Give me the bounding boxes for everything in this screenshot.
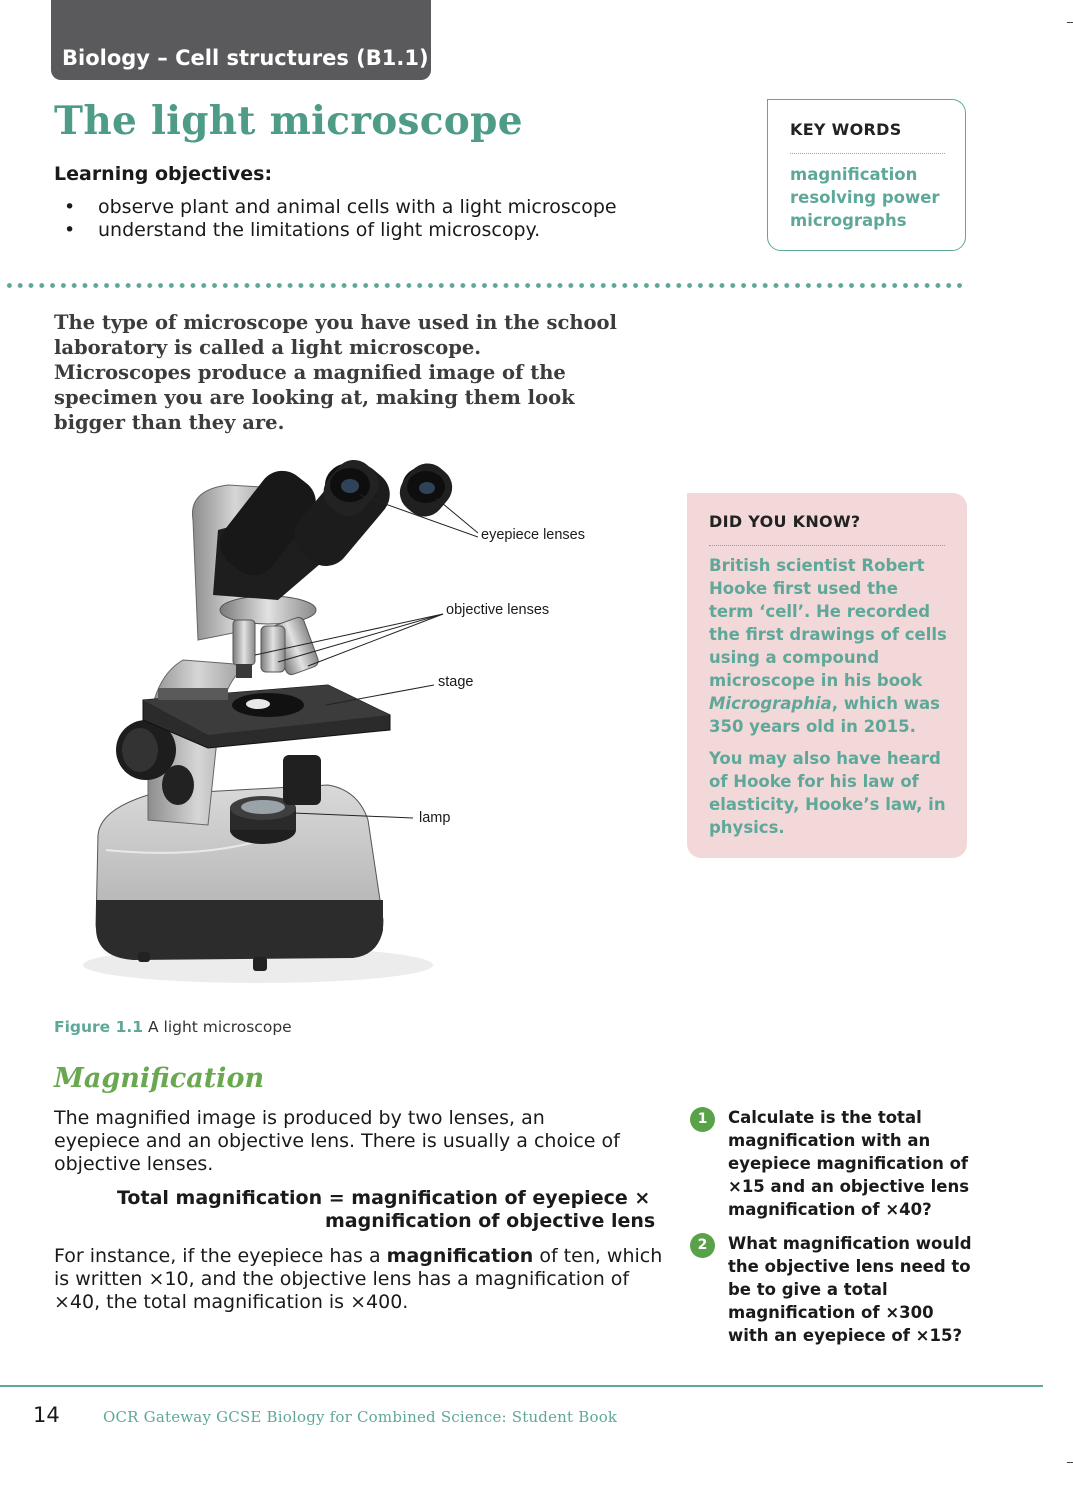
figure-number: Figure 1.1	[54, 1018, 144, 1036]
learning-objectives-heading: Learning objectives:	[54, 163, 273, 185]
microscope-figure	[78, 430, 478, 1005]
label-lamp: lamp	[419, 810, 451, 826]
page-number: 14	[33, 1403, 60, 1427]
key-word-bold: magnification	[386, 1245, 534, 1267]
key-word-item: magnification	[790, 165, 918, 184]
did-you-know-paragraph-2: You may also have heard of Hooke for his law of elasticity, Hooke’s law, in physics.	[709, 749, 946, 837]
label-eyepiece-lenses: eyepiece lenses	[481, 527, 585, 543]
learning-objective-item: • understand the limitations of light microscopy.	[60, 219, 617, 242]
did-you-know-box	[687, 493, 967, 858]
did-you-know-divider	[709, 545, 945, 546]
section-tab	[51, 0, 431, 80]
dotted-separator	[4, 282, 968, 289]
figure-caption	[54, 1018, 292, 1036]
key-words-divider	[790, 153, 945, 154]
microscope-illustration	[78, 430, 478, 1005]
learning-objective-item: • observe plant and animal cells with a light microscope	[60, 196, 617, 219]
footer-rule	[0, 1385, 1043, 1387]
did-you-know-paragraph-1: British scientist Robert Hooke first used the term ‘cell’. He recorded the first drawings of cells using a compound microscope in his book Micrographia, which was 350 years old in 2015.	[709, 556, 947, 736]
magnification-paragraph-1: The magnified image is produced by two lenses, an eyepiece and an objective lens. There is usually a choice of objective lenses.	[54, 1107, 620, 1175]
question-text: What magnification would the objective lens need to be to give a total magnification of ×300 with an eyepiece of ×15?	[728, 1234, 972, 1345]
key-word-item: resolving power	[790, 188, 940, 207]
book-title-italic: Micrographia	[709, 694, 832, 713]
formula-line-1: Total magnification = magnification of eyepiece ×	[117, 1187, 651, 1209]
objective-leader-line	[308, 614, 443, 666]
book-title: OCR Gateway GCSE Biology for Combined Science: Student Book	[103, 1408, 618, 1426]
learning-objectives-list	[60, 196, 617, 242]
formula-line-2: magnification of objective lens	[325, 1210, 656, 1232]
key-words-title: KEY WORDS	[790, 120, 902, 139]
eyepiece-leader-line	[436, 498, 478, 533]
crop-mark	[1067, 1462, 1073, 1463]
magnification-formula	[117, 1187, 655, 1233]
label-objective-lenses: objective lenses	[446, 602, 550, 618]
magnification-paragraph-2: For instance, if the eyepiece has a magnification of ten, which is written ×10, and the objective lens has a magnification of ×40, the total magnification is ×400.	[54, 1245, 663, 1313]
key-word-item: micrographs	[790, 211, 907, 230]
magnification-heading: Magnification	[54, 1063, 265, 1094]
page-title: The light microscope	[54, 98, 523, 144]
question-number-badge: 1	[690, 1107, 715, 1132]
figure-caption-text: A light microscope	[147, 1018, 292, 1036]
question-text: Calculate is the total magnification with an eyepiece magnification of ×15 and an objective lens magnification of ×40?	[728, 1108, 970, 1219]
crop-mark	[1067, 22, 1073, 23]
label-stage: stage	[438, 674, 474, 690]
question-number-badge: 2	[690, 1233, 715, 1258]
intro-paragraph: The type of microscope you have used in the school laboratory is called a light microscope. Microscopes produce a magnified image of the specimen you are looking at, making them look bigger than they are.	[54, 311, 617, 434]
section-tab-label: Biology – Cell structures (B1.1)	[62, 46, 429, 70]
key-words-box	[767, 99, 966, 251]
did-you-know-title: DID YOU KNOW?	[709, 512, 861, 531]
